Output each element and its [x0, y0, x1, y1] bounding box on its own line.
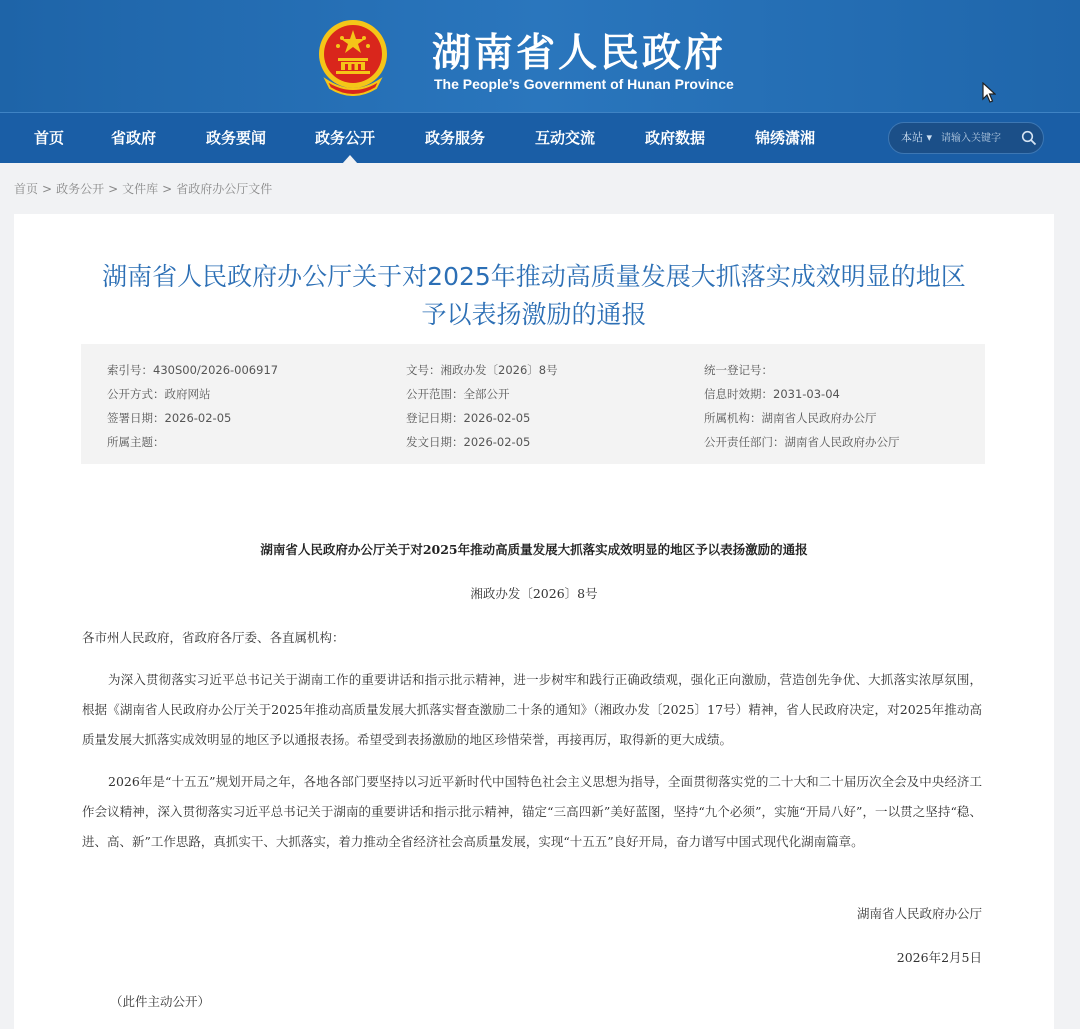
nav-data[interactable]: 政府数据	[645, 129, 706, 147]
breadcrumb-open-gov[interactable]: 政务公开	[56, 182, 105, 196]
breadcrumb-office-docs[interactable]: 省政府办公厅文件	[176, 182, 273, 196]
paragraph: 2026年是“十五五”规划开局之年，各地各部门要坚持以习近平新时代中国特色社会主义思想为指导，全面贯彻落实党的二十大和二十届历次全会及中央经济工作会议精神，深入贯彻落实习近平总书记关于湖南的重要讲话和指示批示精神，锚定“三高四新”美好蓝图，坚持“九个必须”，实施“开局八好”，一以贯之坚持“稳、进、高、新”工作思路，真抓实干、大抓落实，着力推动全省经济社会高质量发展，实现“十五五”良好开局，奋力谱写中国式现代化湖南篇章。	[82, 774, 982, 849]
salutation: 各市州人民政府，省政府各厅委、各直属机构：	[82, 630, 345, 645]
signer: 湖南省人民政府办公厅	[856, 906, 982, 921]
site-banner	[0, 0, 1080, 112]
meta-reg-date: 登记日期：2026-02-05	[406, 411, 531, 425]
meta-agency: 所属机构：湖南省人民政府办公厅	[704, 411, 877, 425]
body-title: 湖南省人民政府办公厅关于对2025年推动高质量发展大抓落实成效明显的地区予以表扬激励的通报	[260, 542, 808, 557]
meta-doc-no: 文号：湘政办发〔2026〕8号	[406, 363, 558, 377]
nav-interaction[interactable]: 互动交流	[535, 129, 596, 147]
mouse-cursor-icon	[982, 82, 996, 104]
search-icon[interactable]	[1021, 130, 1037, 146]
meta-publish-scope: 公开范围：全部公开	[406, 387, 510, 401]
paragraph: 为深入贯彻落实习近平总书记关于湖南工作的重要讲话和指示批示精神，进一步树牢和践行正确政绩观，强化正向激励，营造创先争优、大抓落实浓厚氛围，根据《湖南省人民政府办公厅关于2025年推动高质量发展大抓落实督查激励二十条的通知》（湘政办发〔2025〕17号）精神，省人民政府决定，对2025年推动高质量发展大抓落实成效明显的地区予以通报表扬。希望受到表扬激励的地区珍惜荣誉，再接再厉，取得新的更大成绩。	[82, 672, 982, 747]
search-scope-dropdown[interactable]: 本站 ▾	[901, 131, 933, 144]
document-card	[14, 214, 1054, 1029]
meta-validity: 信息时效期：2031-03-04	[704, 387, 840, 401]
document-title: 湖南省人民政府办公厅关于对2025年推动高质量发展大抓落实成效明显的地区 予以表扬激励的通报	[102, 262, 966, 329]
national-emblem-icon	[316, 18, 390, 96]
footnote: （此件主动公开）	[110, 994, 211, 1009]
breadcrumb-file-library[interactable]: 文件库	[122, 182, 159, 196]
nav-home[interactable]: 首页	[34, 129, 65, 147]
meta-dept: 公开责任部门：湖南省人民政府办公厅	[704, 435, 900, 449]
meta-index-no: 索引号：430S00/2026-006917	[107, 363, 279, 377]
nav-services[interactable]: 政务服务	[425, 129, 486, 147]
meta-sign-date: 签署日期：2026-02-05	[107, 411, 232, 425]
nav-news[interactable]: 政务要闻	[206, 129, 267, 147]
meta-issue-date: 发文日期：2026-02-05	[406, 435, 531, 449]
main-nav	[0, 112, 1080, 163]
meta-topic: 所属主题：	[107, 435, 165, 449]
breadcrumb-home[interactable]: 首页	[14, 182, 39, 196]
site-title[interactable]: 湖南省人民政府	[432, 31, 727, 76]
meta-unified-reg: 统一登记号：	[704, 363, 773, 377]
breadcrumb: 首页 > 政务公开 > 文件库 > 省政府办公厅文件	[14, 182, 273, 196]
body-doc-number: 湘政办发〔2026〕8号	[470, 586, 598, 601]
nav-provincial-gov[interactable]: 省政府	[111, 129, 157, 147]
document-metadata	[81, 344, 985, 464]
nav-open-gov[interactable]: 政务公开	[315, 129, 376, 147]
active-nav-indicator	[342, 155, 358, 164]
site-subtitle: The People’s Government of Hunan Province	[434, 76, 734, 92]
nav-xiaoxiang[interactable]: 锦绣潇湘	[755, 129, 816, 147]
meta-publish-method: 公开方式：政府网站	[107, 387, 211, 401]
search-box	[888, 122, 1044, 154]
search-input[interactable]	[941, 129, 1023, 147]
sign-date: 2026年2月5日	[896, 950, 982, 965]
